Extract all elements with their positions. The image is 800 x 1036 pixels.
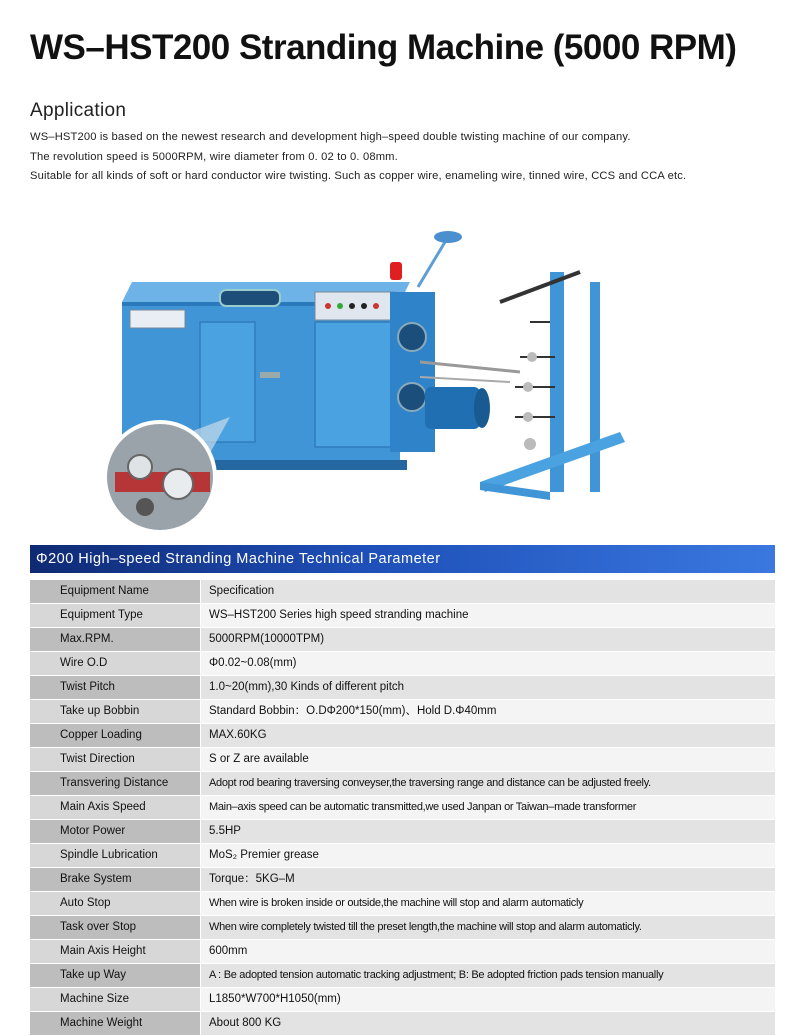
param-value: MAX.60KG xyxy=(200,724,775,747)
param-value: MoS₂ Premier grease xyxy=(200,844,775,867)
param-label: Brake System xyxy=(30,868,200,891)
param-value: Main–axis speed can be automatic transmitted,we used Janpan or Taiwan–made transformer xyxy=(200,796,775,819)
param-value: Standard Bobbin：O.DΦ200*150(mm)、Hold D.Φ40mm xyxy=(200,700,775,723)
param-label: Twist Pitch xyxy=(30,676,200,699)
detail-inset xyxy=(105,417,230,532)
param-label: Spindle Lubrication xyxy=(30,844,200,867)
table-row xyxy=(30,892,775,916)
param-value: Adopt rod bearing traversing conveyser,the traversing range and distance can be adjusted freely. xyxy=(200,772,775,795)
table-heading: Φ200 High–speed Stranding Machine Technical Parameter xyxy=(30,545,775,573)
cabinet-window xyxy=(220,290,280,306)
param-value: When wire is broken inside or outside,the machine will stop and alarm automaticly xyxy=(200,892,775,915)
payoff-frame xyxy=(480,272,625,500)
table-row xyxy=(30,748,775,772)
param-value: A : Be adopted tension automatic tracking adjustment; B: Be adopted friction pads tension manually xyxy=(200,964,775,987)
description-line: WS–HST200 is based on the newest research and development high–speed double twisting machine of our company. xyxy=(30,131,631,143)
param-label: Equipment Type xyxy=(30,604,200,627)
parameter-table xyxy=(30,580,775,1036)
param-label: Machine Size xyxy=(30,988,200,1011)
door-latch xyxy=(260,372,280,378)
table-row xyxy=(30,580,775,604)
param-value: 600mm xyxy=(200,940,775,963)
page-title: WS–HST200 Stranding Machine (5000 RPM) xyxy=(30,28,737,67)
table-row xyxy=(30,772,775,796)
param-label: Task over Stop xyxy=(30,916,200,939)
param-value: Torque：5KG–M xyxy=(200,868,775,891)
application-description xyxy=(30,128,790,187)
param-label: Main Axis Height xyxy=(30,940,200,963)
param-label: Machine Weight xyxy=(30,1012,200,1035)
param-label: Main Axis Speed xyxy=(30,796,200,819)
name-plate xyxy=(130,310,185,328)
table-row xyxy=(30,628,775,652)
param-label: Take up Way xyxy=(30,964,200,987)
description-line: The revolution speed is 5000RPM, wire diameter from 0. 02 to 0. 08mm. xyxy=(30,150,398,163)
param-label: Auto Stop xyxy=(30,892,200,915)
motor xyxy=(425,387,480,429)
table-row xyxy=(30,676,775,700)
table-row xyxy=(30,916,775,940)
table-row xyxy=(30,724,775,748)
description-line: Suitable for all kinds of soft or hard conductor wire twisting. Such as copper wire, enameling wire, tinned wire, CCS and CCA etc. xyxy=(30,170,687,182)
param-value: Φ0.02~0.08(mm) xyxy=(200,652,775,675)
param-label: Equipment Name xyxy=(30,580,200,603)
param-value: 5.5HP xyxy=(200,820,775,843)
param-value: 5000RPM(10000TPM) xyxy=(200,628,775,651)
param-label: Motor Power xyxy=(30,820,200,843)
table-row xyxy=(30,796,775,820)
table-row xyxy=(30,988,775,1012)
table-row xyxy=(30,820,775,844)
param-label: Transvering Distance xyxy=(30,772,200,795)
param-value: L1850*W700*H1050(mm) xyxy=(200,988,775,1011)
param-label: Twist Direction xyxy=(30,748,200,771)
param-label: Wire O.D xyxy=(30,652,200,675)
table-row xyxy=(30,1012,775,1036)
param-value: 1.0~20(mm),30 Kinds of different pitch xyxy=(200,676,775,699)
param-value: When wire completely twisted till the preset length,the machine will stop and alarm automaticly. xyxy=(200,916,775,939)
application-heading: Application xyxy=(30,100,127,121)
cabinet-door xyxy=(200,322,255,442)
param-label: Take up Bobbin xyxy=(30,700,200,723)
param-label: Copper Loading xyxy=(30,724,200,747)
alarm-light xyxy=(390,262,402,280)
work-lamp xyxy=(434,231,462,243)
param-value: Specification xyxy=(200,580,775,603)
cabinet-door xyxy=(315,322,395,447)
param-value: S or Z are available xyxy=(200,748,775,771)
machine-photo xyxy=(100,222,640,542)
table-row xyxy=(30,964,775,988)
table-row xyxy=(30,700,775,724)
param-value: WS–HST200 Series high speed stranding machine xyxy=(200,604,775,627)
table-row xyxy=(30,868,775,892)
table-row xyxy=(30,844,775,868)
table-row xyxy=(30,940,775,964)
param-label: Max.RPM. xyxy=(30,628,200,651)
table-row xyxy=(30,604,775,628)
table-row xyxy=(30,652,775,676)
param-value: About 800 KG xyxy=(200,1012,775,1035)
